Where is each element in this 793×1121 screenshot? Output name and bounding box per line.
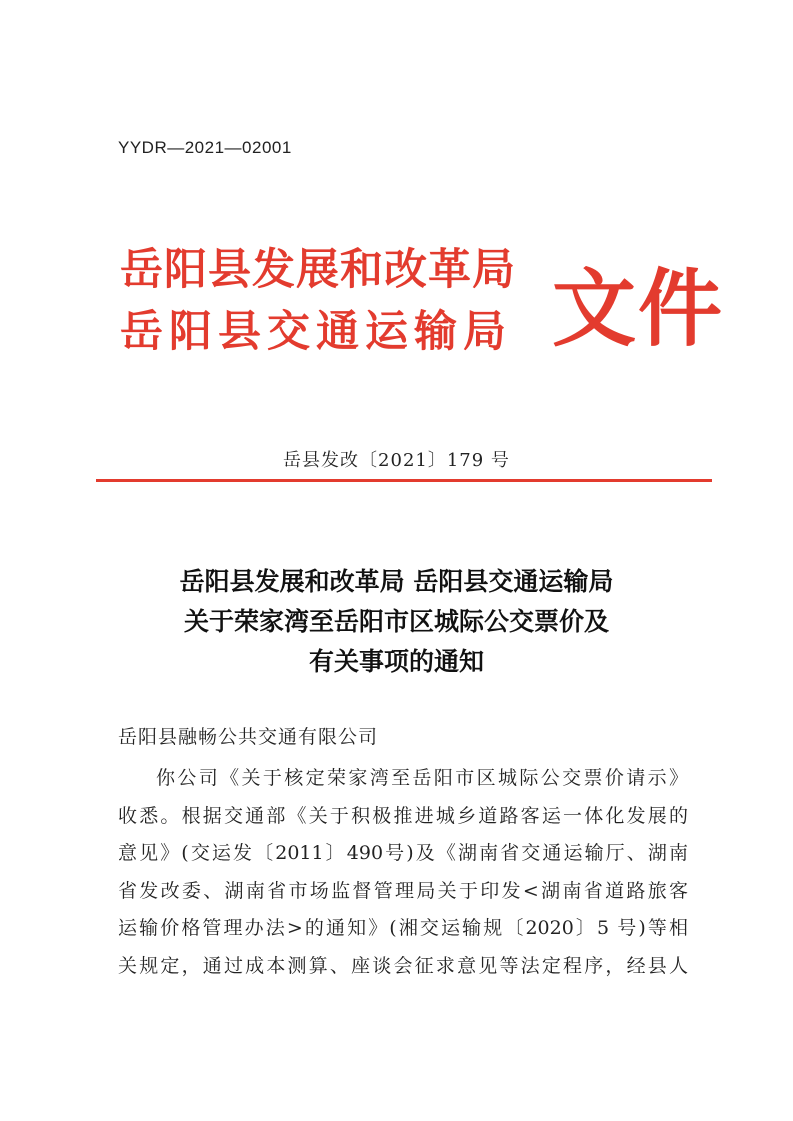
body-line: 运输价格管理办法>的通知》(湘交运输规〔2020〕5 号)等相	[118, 917, 688, 939]
body-line: 意见》(交运发〔2011〕490号)及《湖南省交通运输厅、湖南	[118, 842, 688, 864]
recipient: 岳阳县融畅公共交通有限公司	[118, 726, 379, 748]
red-divider-line	[96, 479, 712, 482]
masthead	[120, 236, 725, 366]
title-line-2: 关于荣家湾至岳阳市区城际公交票价及	[183, 607, 609, 636]
document-code: YYDR—2021—02001	[118, 138, 292, 157]
body-line: 收悉。根据交通部《关于积极推进城乡道路客运一体化发展的	[118, 804, 688, 827]
body-line: 你公司《关于核定荣家湾至岳阳市区城际公交票价请示》	[156, 767, 688, 789]
document-number: 岳县发改〔2021〕179 号	[283, 450, 510, 471]
masthead-issuer-1: 岳阳县发展和改革局	[120, 245, 516, 295]
document-title	[0, 562, 793, 682]
masthead-issuer-2: 岳阳县交通运输局	[120, 307, 512, 357]
body-text	[118, 760, 688, 985]
title-line-3: 有关事项的通知	[308, 647, 484, 676]
body-line: 省发改委、湖南省市场监督管理局关于印发<湖南省道路旅客	[118, 879, 688, 902]
masthead-suffix: 文件	[552, 259, 725, 358]
body-line: 关规定，通过成本测算、座谈会征求意见等法定程序，经县人	[118, 954, 688, 977]
title-line-1: 岳阳县发展和改革局 岳阳县交通运输局	[179, 567, 614, 596]
